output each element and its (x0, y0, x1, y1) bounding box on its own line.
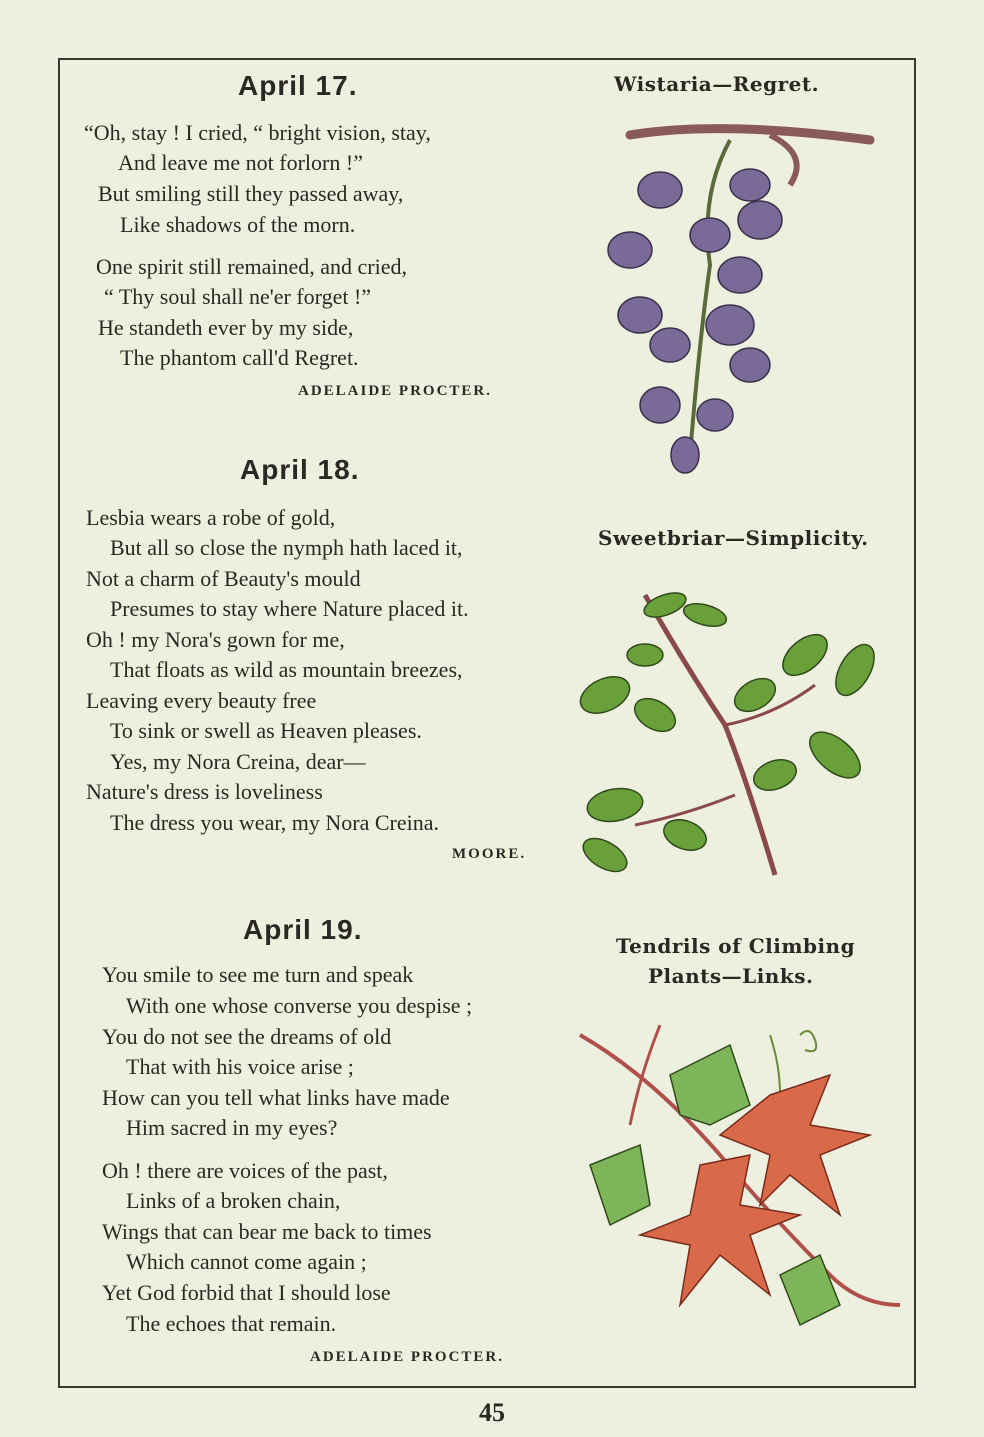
poem-line: “ Thy soul shall ne'er forget !” (104, 284, 372, 309)
poem-line: Lesbia wears a robe of gold, (86, 505, 336, 530)
poem-line: With one whose converse you despise ; (126, 993, 473, 1018)
poem-line: Wings that can bear me back to times (102, 1219, 432, 1244)
poem-line: Presumes to stay where Nature placed it. (110, 596, 469, 621)
poem-line: That floats as wild as mountain breezes, (110, 657, 463, 682)
poem-line: That with his voice arise ; (126, 1054, 354, 1079)
flower-title: Sweetbriar—Simplicity. (598, 526, 869, 550)
poem-line: “Oh, stay ! I cried, “ bright vision, stay, (84, 120, 431, 145)
flower-title: Wistaria—Regret. (614, 72, 820, 96)
poem-author: ADELAIDE PROCTER. (310, 1349, 505, 1365)
poem-author: ADELAIDE PROCTER. (298, 383, 493, 399)
tendrils-illustration (570, 1015, 910, 1350)
poem-author: MOORE. (452, 846, 527, 862)
poem-line: Oh ! my Nora's gown for me, (86, 627, 345, 652)
flower-title-line: Tendrils of Climbing (616, 934, 856, 958)
poem-line: He standeth ever by my side, (98, 315, 354, 340)
poem-line: The echoes that remain. (126, 1311, 337, 1336)
poem-line: You smile to see me turn and speak (102, 962, 414, 987)
poem-line: Leaving every beauty free (86, 688, 317, 713)
poem-line: But all so close the nymph hath laced it, (110, 535, 463, 560)
poem-line: Like shadows of the morn. (120, 212, 356, 237)
entry-date: April 18. (240, 454, 360, 485)
poem-line: And leave me not forlorn !” (118, 150, 363, 175)
poem-line: Nature's dress is loveliness (86, 779, 323, 804)
wistaria-illustration (600, 115, 890, 485)
entry-date: April 17. (238, 70, 358, 101)
sweetbriar-illustration (575, 575, 890, 885)
poem-line: The dress you wear, my Nora Creina. (110, 810, 440, 835)
poem-line: Yes, my Nora Creina, dear— (110, 749, 366, 774)
flower-title-line: Plants—Links. (648, 964, 814, 988)
page-number: 45 (479, 1398, 505, 1427)
entry-date: April 19. (243, 914, 363, 945)
poem-line: To sink or swell as Heaven pleases. (110, 718, 422, 743)
poem-line: How can you tell what links have made (102, 1085, 450, 1110)
poem-line: You do not see the dreams of old (102, 1024, 392, 1049)
poem-line: Which cannot come again ; (126, 1249, 367, 1274)
poem-line: But smiling still they passed away, (98, 181, 404, 206)
poem-line: Oh ! there are voices of the past, (102, 1158, 388, 1183)
poem-line: Links of a broken chain, (126, 1188, 341, 1213)
poem-line: Not a charm of Beauty's mould (86, 566, 361, 591)
poem-line: One spirit still remained, and cried, (96, 254, 407, 279)
poem-line: The phantom call'd Regret. (120, 345, 359, 370)
poem-line: Yet God forbid that I should lose (102, 1280, 391, 1305)
poem-line: Him sacred in my eyes? (126, 1115, 338, 1140)
